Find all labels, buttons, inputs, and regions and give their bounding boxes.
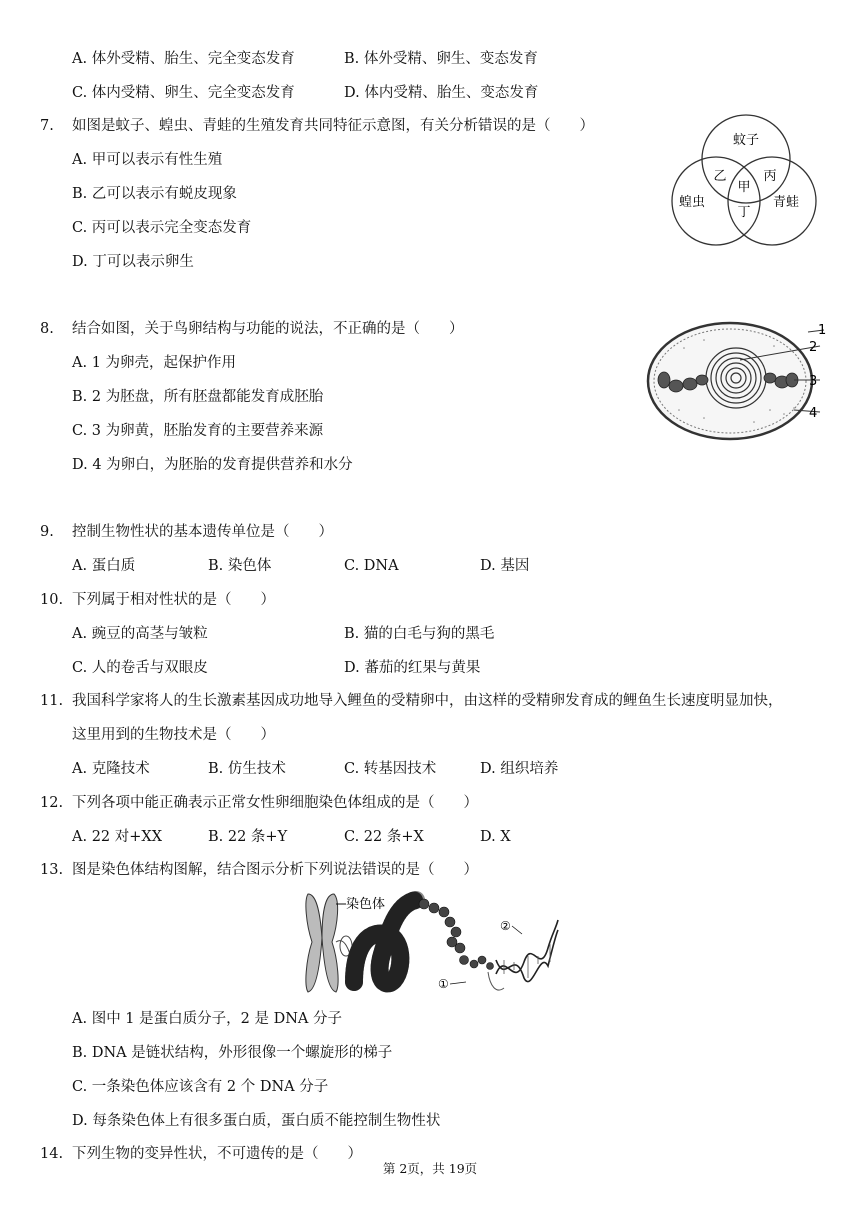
dna-linker: [488, 972, 504, 990]
egg-label-2: 2: [809, 340, 818, 355]
venn-label-locust: 蝗虫: [678, 195, 706, 210]
egg-label-4: 4: [809, 406, 818, 421]
label-mark-1-line: [450, 982, 466, 984]
q10-stem: 下列属于相对性状的是（ ）: [72, 592, 275, 608]
q11-option-b: B. 仿生技术: [208, 761, 286, 777]
q12-option-c: C. 22 条+X: [344, 829, 424, 845]
q9-option-b: B. 染色体: [208, 558, 272, 574]
q12-option-a: A. 22 对+XX: [72, 829, 163, 845]
q6-option-b: B. 体外受精、卵生、变态发育: [344, 51, 538, 67]
venn-label-frog: 青蛙: [772, 195, 800, 210]
q11-option-a: A. 克隆技术: [72, 761, 150, 777]
q10-option-c: C. 人的卷舌与双眼皮: [72, 660, 208, 676]
q9-number: 9.: [40, 524, 54, 540]
venn-label-bing: 丙: [763, 169, 777, 184]
q8-option-c: C. 3 为卵黄，胚胎发育的主要营养来源: [72, 423, 324, 439]
q7-number: 7.: [40, 118, 54, 134]
chromosome-label: 染色体: [346, 897, 386, 912]
q9-option-c: C. DNA: [344, 558, 399, 574]
venn-label-mosquito: 蚊子: [732, 133, 760, 148]
q14-stem: 下列生物的变异性状，不可遗传的是（ ）: [72, 1146, 362, 1162]
q8-option-d: D. 4 为卵白，为胚胎的发育提供营养和水分: [72, 457, 353, 473]
q12-stem: 下列各项中能正确表示正常女性卵细胞染色体组成的是（ ）: [72, 795, 478, 811]
q8-option-b: B. 2 为胚盘，所有胚盘都能发育成胚胎: [72, 389, 324, 405]
q7-option-a: A. 甲可以表示有性生殖: [72, 152, 223, 168]
dna-rungs: [504, 944, 550, 978]
q9-stem: 控制生物性状的基本遗传单位是（ ）: [72, 524, 333, 540]
label-mark-2-line: [512, 926, 522, 934]
q13-option-b: B. DNA 是链状结构，外形很像一个螺旋形的梯子: [72, 1045, 393, 1061]
q6-option-a: A. 体外受精、胎生、完全变态发育: [72, 51, 295, 67]
q7-option-c: C. 丙可以表示完全变态发育: [72, 220, 252, 236]
venn-diagram: [664, 112, 824, 246]
bird-egg-diagram: [644, 318, 826, 444]
label-mark-2: ②: [500, 919, 511, 933]
label-mark-1: ①: [438, 977, 449, 991]
q11-option-d: D. 组织培养: [480, 761, 559, 777]
q13-option-d: D. 每条染色体上有很多蛋白质，蛋白质不能控制生物性状: [72, 1113, 441, 1129]
page-number: 第 2页，共 19页: [382, 1161, 478, 1176]
coiled-fiber-rings: [354, 900, 416, 983]
q9-option-a: A. 蛋白质: [72, 558, 136, 574]
q8-option-a: A. 1 为卵壳，起保护作用: [72, 355, 237, 371]
q11-option-c: C. 转基因技术: [344, 761, 437, 777]
q8-stem: 结合如图，关于鸟卵结构与功能的说法，不正确的是（ ）: [72, 321, 464, 337]
q7-option-b: B. 乙可以表示有蜕皮现象: [72, 186, 237, 202]
egg-label-1: 1: [818, 323, 826, 338]
q13-stem: 图是染色体结构图解，结合图示分析下列说法错误的是（ ）: [72, 862, 478, 878]
nucleosomes: [419, 899, 494, 970]
venn-label-ding: 丁: [737, 205, 751, 220]
venn-label-yi: 乙: [713, 169, 727, 184]
q6-option-c: C. 体内受精、卵生、完全变态发育: [72, 85, 295, 101]
q11-stem-line1: 我国科学家将人的生长激素基因成功地导入鲤鱼的受精卵中，由这样的受精卵发育成的鲤鱼生长速度明显加快，: [72, 693, 783, 709]
chromosome-x-shape: [306, 894, 338, 992]
q7-stem: 如图是蚊子、蝗虫、青蛙的生殖发育共同特征示意图，有关分析错误的是（ ）: [72, 118, 594, 134]
q13-number: 13.: [40, 862, 64, 878]
q12-number: 12.: [40, 795, 64, 811]
q12-option-d: D. X: [480, 829, 511, 845]
chromosome-diagram: [300, 890, 562, 998]
q11-number: 11.: [40, 693, 64, 709]
q13-option-a: A. 图中 1 是蛋白质分子，2 是 DNA 分子: [72, 1011, 342, 1027]
q11-stem-line2: 这里用到的生物技术是（ ）: [72, 727, 275, 743]
q7-option-d: D. 丁可以表示卵生: [72, 254, 194, 270]
q6-option-d: D. 体内受精、胎生、变态发育: [344, 85, 539, 101]
egg-label-3: 3: [809, 374, 818, 389]
q10-option-a: A. 豌豆的高茎与皱粒: [72, 626, 208, 642]
q14-number: 14.: [40, 1146, 64, 1162]
q10-number: 10.: [40, 592, 64, 608]
q9-option-d: D. 基因: [480, 558, 530, 574]
q8-number: 8.: [40, 321, 54, 337]
q12-option-b: B. 22 条+Y: [208, 829, 288, 845]
q13-option-c: C. 一条染色体应该含有 2 个 DNA 分子: [72, 1079, 329, 1095]
q10-option-d: D. 蕃茄的红果与黄果: [344, 660, 481, 676]
page-footer: [0, 1161, 860, 1177]
q10-option-b: B. 猫的白毛与狗的黑毛: [344, 626, 495, 642]
venn-label-jia: 甲: [737, 180, 751, 195]
